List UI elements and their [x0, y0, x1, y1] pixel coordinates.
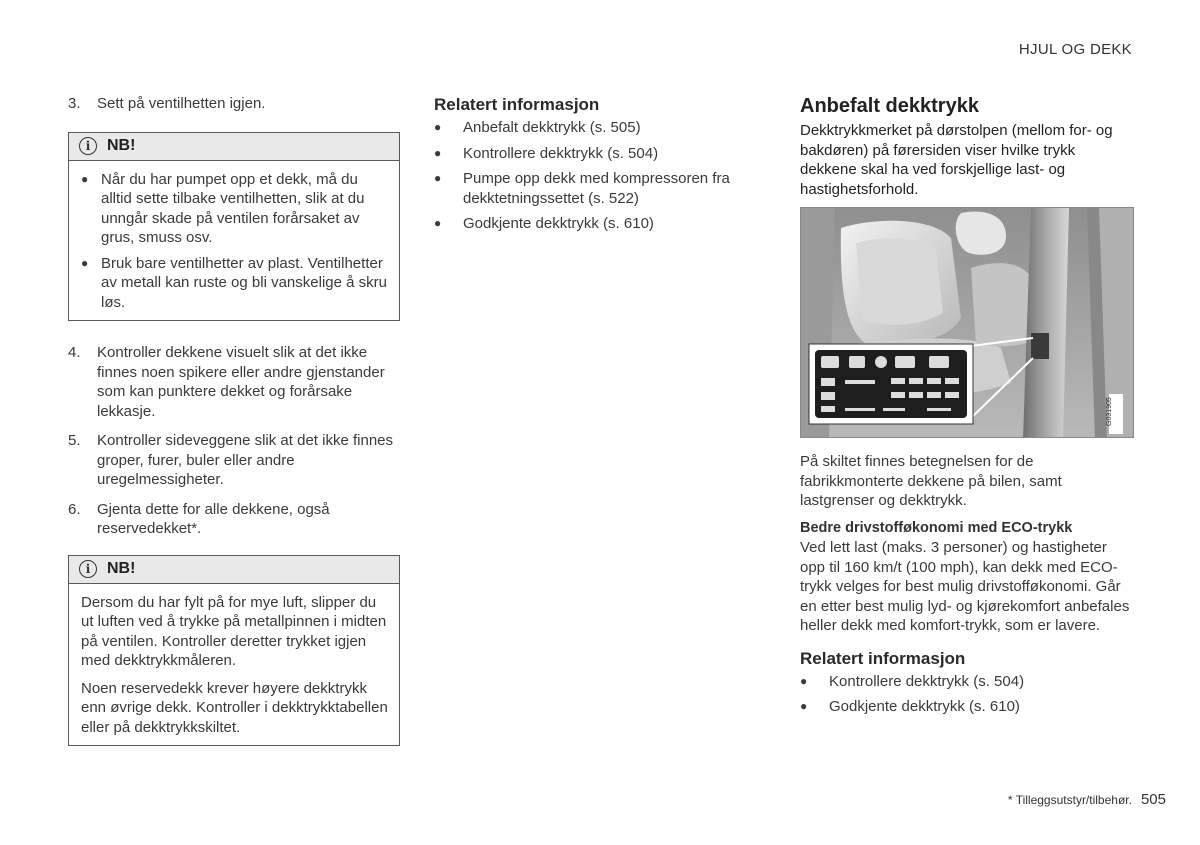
related-heading: Relatert informasjon [434, 95, 600, 114]
middle-column [434, 94, 744, 240]
related-item[interactable] [434, 144, 744, 164]
image-code: G031905 [1106, 397, 1113, 426]
bullet-icon: ● [434, 145, 442, 160]
related-link[interactable]: Anbefalt dekktrykk (s. 505) [463, 119, 641, 136]
bullet-icon: ● [434, 171, 442, 185]
related-list [800, 672, 1134, 717]
section-header: HJUL OG DEKK [1018, 41, 1132, 58]
related-item[interactable] [800, 672, 1134, 692]
car-interior-illustration [801, 208, 1134, 438]
note-item [81, 254, 389, 313]
intro-paragraph: Dekktrykkmerket på dørstolpen (mellom for- og bakdøren) på førersiden viser hvilke trykk dekkene skal ha ved forskjellige last- og hastighetsforhold. [800, 122, 1113, 198]
related-item[interactable] [434, 118, 744, 138]
related-item[interactable] [434, 214, 744, 234]
step-text: Kontroller sideveggene slik at det ikke finnes groper, furer, buler eller andre uregelmessigheter. [97, 432, 394, 488]
note-paragraph: Noen reservedekk krever høyere dekktrykk enn øvrige dekk. Kontroller i dekktrykktabellen eller på dekktrykkskiltet. [81, 679, 388, 736]
left-column [68, 94, 400, 746]
step-number: 5. [68, 432, 81, 449]
info-icon: i [79, 137, 97, 155]
step-text: Gjenta dette for alle dekkene, også reservedekket*. [97, 500, 330, 537]
note-paragraph: Dersom du har fylt på for mye luft, slipper du ut luften ved å trykke på metallpinnen i midten på ventilen. Kontroller deretter trykket igjen med dekktrykkmåleren. [81, 593, 387, 669]
note-title: NB! [107, 137, 136, 155]
right-column [800, 94, 1134, 723]
step-item [68, 94, 400, 114]
related-heading: Relatert informasjon [800, 648, 966, 668]
related-link[interactable]: Kontrollere dekktrykk (s. 504) [829, 672, 1025, 690]
page-number: 505 [1140, 791, 1166, 808]
related-item[interactable] [800, 697, 1134, 717]
related-link[interactable]: Godkjente dekktrykk (s. 610) [829, 698, 1020, 715]
step-item [68, 431, 400, 490]
info-icon: i [79, 560, 97, 578]
related-link[interactable]: Godkjente dekktrykk (s. 610) [463, 215, 654, 232]
eco-heading: Bedre drivstofføkonomi med ECO-trykk [800, 519, 1073, 536]
note-box-header [69, 133, 399, 161]
bullet-icon: ● [434, 120, 442, 134]
note-item-text: Når du har pumpet opp et dekk, må du alltid sette tilbake ventilhetten, slik at du unngår skade på ventilen forårsaket av grus, smuss osv. [101, 170, 365, 246]
note-box-body [69, 584, 399, 746]
related-item[interactable] [434, 169, 744, 208]
bullet-icon: ● [81, 255, 89, 270]
steps-list-b [68, 343, 400, 539]
footer [1008, 790, 1166, 811]
step-number: 6. [68, 500, 81, 518]
related-list [434, 118, 744, 234]
note-title: NB! [107, 560, 136, 578]
step-text: Kontroller dekkene visuelt slik at det ikke finnes noen spikere eller andre gjenstander som kan punktere dekket og forårsake lekkasje. [97, 344, 385, 420]
bullet-icon: ● [800, 673, 808, 688]
eco-paragraph: Ved lett last (maks. 3 personer) og hastigheter opp til 160 km/t (100 mph), kan dekk med ECO-trykk velges for best mulig drivstofføkonomi. Går en etter best mulig lyd- og kjørekomfort anbefales heller dekk med komfort-trykk, som er lavere. [800, 539, 1130, 634]
tire-pressure-label-photo [800, 207, 1134, 438]
note-box-1 [68, 132, 400, 322]
footnote: * Tilleggsutstyr/tilbehør. [1007, 793, 1132, 807]
label-paragraph: På skiltet finnes betegnelsen for de fabrikkmonterte dekkene på bilen, samt lastgrenser og dekktrykk. [800, 453, 1062, 509]
step-number: 3. [68, 95, 81, 112]
bullet-icon: ● [800, 699, 808, 713]
related-link[interactable]: Pumpe opp dekk med kompressoren fra dekktetningssettet (s. 522) [463, 170, 730, 207]
note-box-2 [68, 555, 400, 747]
note-item-text: Bruk bare ventilhetter av plast. Ventilhetter av metall kan ruste og bli vanskelige å skru løs. [101, 254, 387, 311]
step-number: 4. [68, 344, 81, 361]
step-item [68, 500, 400, 539]
step-item [68, 343, 400, 421]
related-link[interactable]: Kontrollere dekktrykk (s. 504) [463, 144, 659, 162]
note-box-body [69, 161, 399, 321]
bullet-icon: ● [81, 171, 89, 186]
step-text: Sett på ventilhetten igjen. [97, 95, 266, 112]
section-heading: Anbefalt dekktrykk [800, 95, 979, 117]
bullet-icon: ● [434, 216, 442, 230]
note-item [81, 170, 389, 248]
steps-list-a [68, 94, 400, 114]
note-box-header [69, 556, 399, 584]
